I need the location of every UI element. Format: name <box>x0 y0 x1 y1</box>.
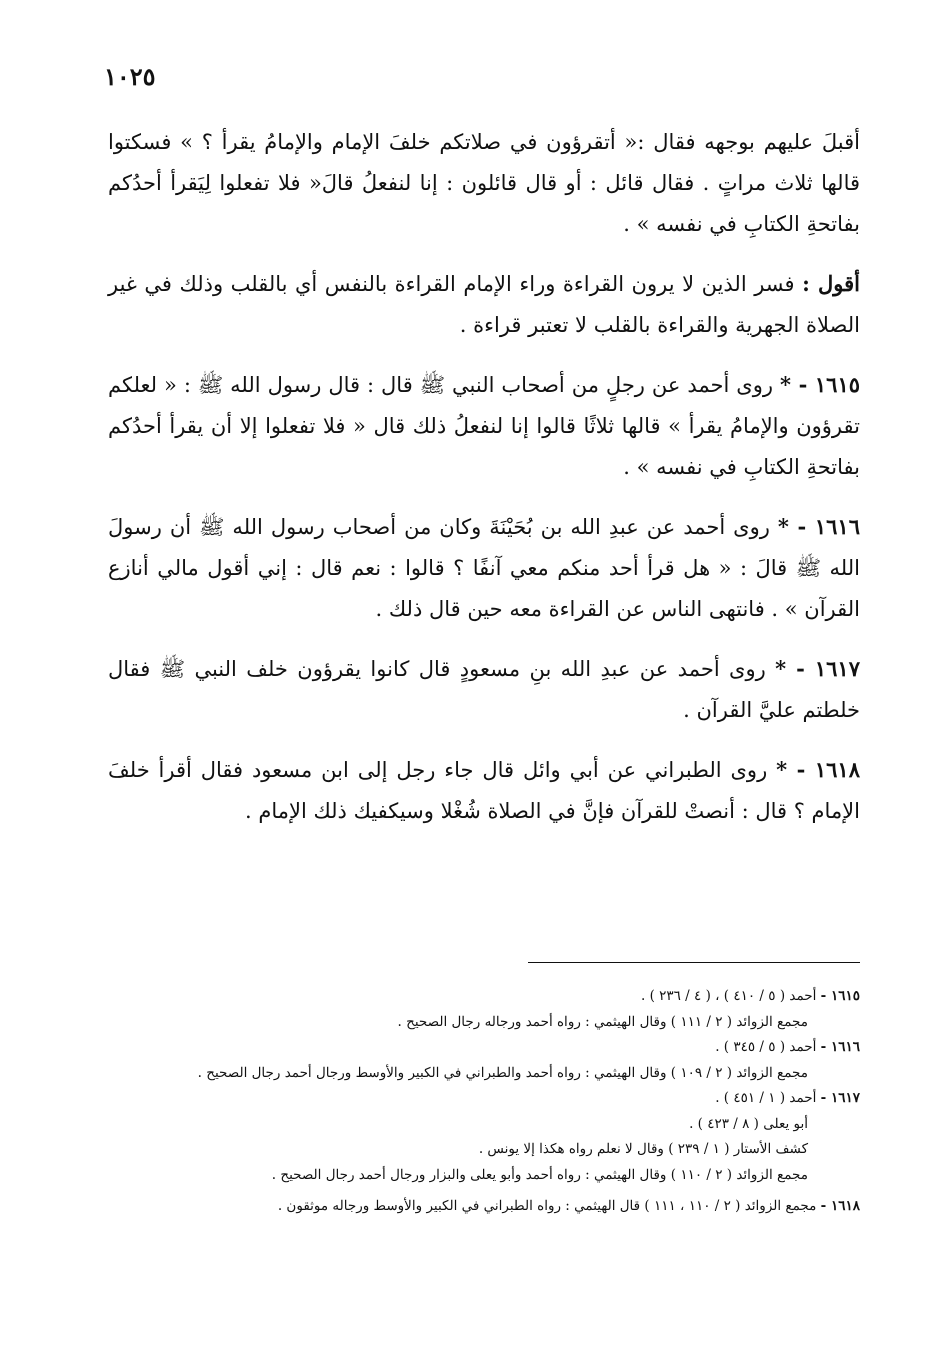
footnote-line <box>108 1010 860 1036</box>
hadith-1615 <box>108 364 860 488</box>
hadith-text: روى أحمد عن رجلٍ من أصحاب النبي ﷺ قال : قال رسول الله ﷺ : « لعلكم تقرؤون والإمامُ يقرأ » قالها ثلاثًا قالوا إنا لنفعلُ ذلك قال « فلا تفعلوا إلا أن يقرأ أحدُكم بفاتحةِ الكتابِ في نفسه » . <box>108 373 860 479</box>
footnote-line <box>108 1137 860 1163</box>
footnote-line <box>108 1035 860 1061</box>
footnote-line <box>108 984 860 1010</box>
footnote-line <box>108 1061 860 1087</box>
footnote-text: أحمد ( ١ / ٤٥١ ) . <box>715 1090 817 1106</box>
footnote-text: مجمع الزوائد ( ٢ / ١١١ ) وقال الهيثمي : رواه أحمد ورجاله رجال الصحيح . <box>397 1013 808 1030</box>
footnote-line <box>108 1112 860 1138</box>
hadith-text: روى أحمد عن عبدِ الله بنِ مسعودٍ قال كانوا يقرؤون خلف النبي ﷺ فقال خلطتم عليَّ القرآن . <box>108 657 860 722</box>
footnote-number: ١٦١٦ - <box>820 1039 860 1055</box>
footnote-text: مجمع الزوائد ( ٢ / ١٠٩ ) وقال الهيثمي : رواه أحمد والطبراني في الكبير والأوسط ورجال أحمد رجال الصحيح . <box>197 1064 808 1081</box>
footnote-text: أحمد ( ٥ / ٣٤٥ ) . <box>715 1039 817 1055</box>
hadith-number: ١٦١٨ - * <box>776 757 860 782</box>
footnote-text: كشف الأستار ( ١ / ٢٣٩ ) وقال لا نعلم رواه هكذا إلا يونس . <box>478 1141 808 1157</box>
paragraph-commentary <box>108 263 860 346</box>
footnote-divider <box>528 962 860 963</box>
hadith-1618 <box>108 749 860 832</box>
paragraph-text: أقبلَ عليهم بوجهه فقال :« أتقرؤون في صلاتكم خلفَ الإمام والإمامُ يقرأ ؟ » فسكتوا قالها ثلاث مراتٍ . فقال قائل : أو قال قائلون : إنا لنفعلُ قالَ« فلا تفعلوا لِيَقرأ أحدُكم بفاتحةِ الكتابِ في نفسه » . <box>108 130 860 236</box>
hadith-1616 <box>108 506 860 630</box>
footnote-number: ١٦١٨ - <box>820 1198 860 1214</box>
footnote-text: مجمع الزوائد ( ٢ / ١١٠ ) وقال الهيثمي : رواه أحمد وأبو يعلى والبزار ورجال أحمد رجال الصحيح . <box>271 1166 808 1183</box>
commentary-lead: أقول : <box>802 271 860 296</box>
footnotes <box>108 984 860 1220</box>
footnote-text: أحمد ( ٥ / ٤١٠ ) ، ( ٤ / ٢٣٦ ) . <box>640 988 817 1004</box>
footnote-text: أبو يعلى ( ٨ / ٤٢٣ ) . <box>689 1115 808 1132</box>
hadith-text: روى أحمد عن عبدِ الله بن بُحَيْنَةَ وكان من أصحاب رسول الله ﷺ أن رسولَ الله ﷺ قالَ : « هل قرأ أحد منكم معي آنفًا ؟ قالوا : نعم قال : إني أقول مالي أنازع القرآن » . فانتهى الناس عن القراءة معه حين قال ذلك . <box>108 515 860 621</box>
footnote-line <box>108 1086 860 1112</box>
footnote-number: ١٦١٧ - <box>820 1090 860 1106</box>
hadith-1617 <box>108 648 860 731</box>
hadith-number: ١٦١٧ - * <box>775 656 860 681</box>
footnote-line <box>108 1163 860 1189</box>
main-text <box>108 122 860 850</box>
footnote-text: مجمع الزوائد ( ٢ / ١١٠ ، ١١١ ) قال الهيثمي : رواه الطبراني في الكبير والأوسط ورجاله موثقون . <box>277 1198 817 1214</box>
paragraph-continuation <box>108 122 860 245</box>
paragraph-text: فسر الذين لا يرون القراءة وراء الإمام القراءة بالنفس أي بالقلب وذلك في غير الصلاة الجهرية والقراءة بالقلب لا تعتبر قراءة . <box>108 272 860 337</box>
hadith-number: ١٦١٦ - * <box>777 514 860 539</box>
hadith-number: ١٦١٥ - * <box>780 372 861 397</box>
hadith-text: روى الطبراني عن أبي وائل قال جاء رجل إلى ابن مسعود فقال أقرأ خلفَ الإمام ؟ قال : أنصتْ للقرآن فإنَّ في الصلاة شُغْلا وسيكفيك ذلك الإمام . <box>108 758 860 823</box>
page-number: ١٠٢٥ <box>104 62 156 91</box>
footnote-line <box>108 1194 860 1220</box>
footnote-number: ١٦١٥ - <box>820 988 860 1004</box>
